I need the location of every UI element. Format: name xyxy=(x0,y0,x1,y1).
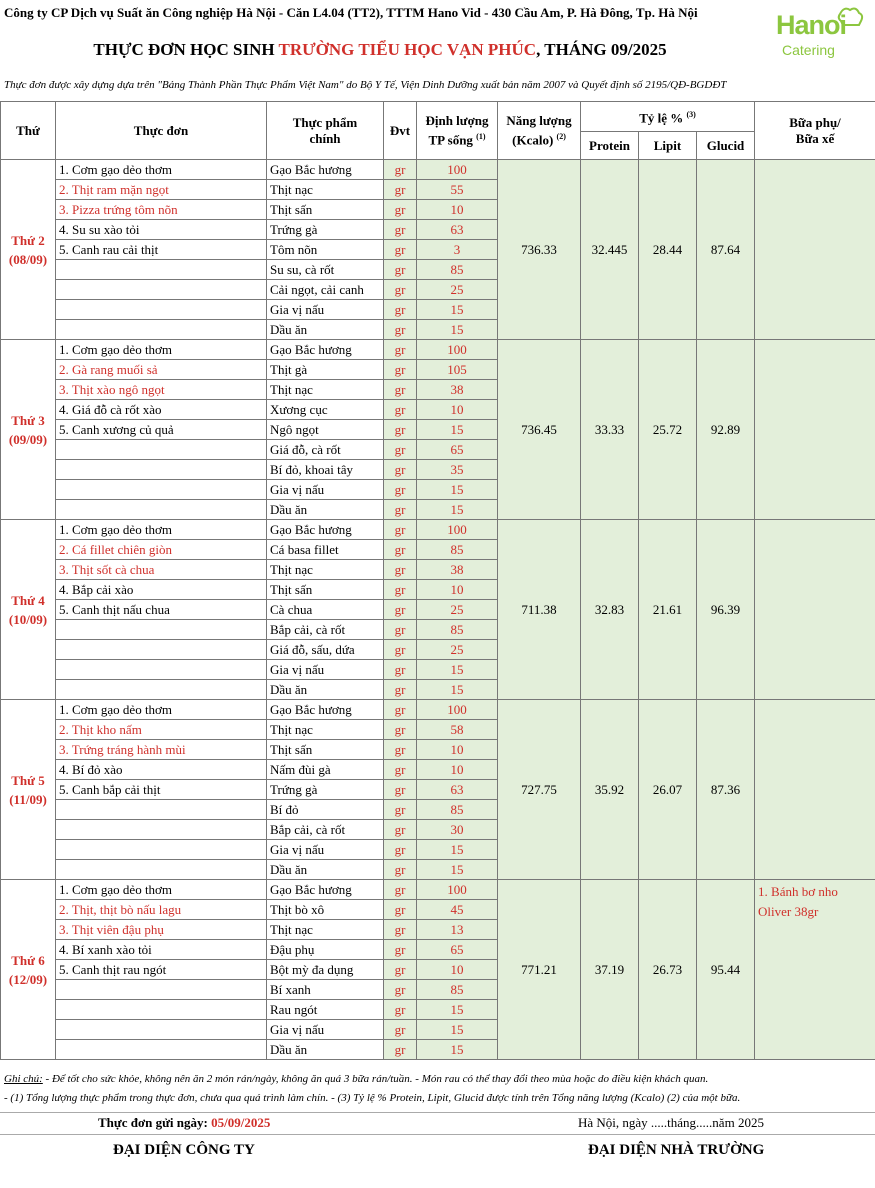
qty-cell: 38 xyxy=(417,380,498,400)
food-cell: Thịt nạc xyxy=(267,920,384,940)
page-header xyxy=(0,0,875,70)
unit-cell: gr xyxy=(384,540,417,560)
day-date: (10/09) xyxy=(8,611,48,627)
dish-cell xyxy=(56,820,267,840)
send-date-label: Thực đơn gửi ngày: xyxy=(98,1115,212,1130)
unit-cell: gr xyxy=(384,440,417,460)
unit-cell: gr xyxy=(384,300,417,320)
table-row xyxy=(1,160,875,180)
food-cell: Thịt sấn xyxy=(267,200,384,220)
dish-cell: 4. Bí đỏ xào xyxy=(56,760,267,780)
food-cell: Cải ngọt, cải canh xyxy=(267,280,384,300)
dish-cell: 5. Canh thịt rau ngót xyxy=(56,960,267,980)
glucid-cell: 96.39 xyxy=(697,520,755,700)
food-cell: Bắp cải, cà rốt xyxy=(267,620,384,640)
unit-cell: gr xyxy=(384,880,417,900)
dish-cell xyxy=(56,440,267,460)
day-name: Thứ 6 xyxy=(11,952,45,968)
unit-cell: gr xyxy=(384,240,417,260)
dish-cell: 5. Canh thịt nấu chua xyxy=(56,600,267,620)
food-cell: Dầu ăn xyxy=(267,1040,384,1060)
col-protein-header: Protein xyxy=(581,132,639,160)
table-row xyxy=(1,520,875,540)
day-cell xyxy=(1,340,56,520)
menu-body xyxy=(1,160,875,1060)
company-representative: ĐẠI DIỆN CÔNG TY xyxy=(113,1142,255,1158)
qty-cell: 15 xyxy=(417,680,498,700)
food-cell: Đậu phụ xyxy=(267,940,384,960)
food-cell: Tôm nõn xyxy=(267,240,384,260)
unit-cell: gr xyxy=(384,460,417,480)
food-cell: Dầu ăn xyxy=(267,500,384,520)
unit-cell: gr xyxy=(384,580,417,600)
col-ratio-header xyxy=(581,102,755,132)
dish-cell: 5. Canh rau cải thịt xyxy=(56,240,267,260)
unit-cell: gr xyxy=(384,660,417,680)
unit-cell: gr xyxy=(384,280,417,300)
note-label: Ghi chú: xyxy=(4,1073,43,1085)
dish-cell: 4. Su su xào tỏi xyxy=(56,220,267,240)
qty-cell: 15 xyxy=(417,320,498,340)
col-lipit-header: Lipit xyxy=(639,132,697,160)
energy-cell: 736.33 xyxy=(498,160,581,340)
hanoi-catering-logo xyxy=(770,4,870,66)
food-cell: Thịt sấn xyxy=(267,580,384,600)
food-cell: Trứng gà xyxy=(267,220,384,240)
food-cell: Thịt gà xyxy=(267,360,384,380)
snack-cell xyxy=(755,520,875,700)
unit-cell: gr xyxy=(384,620,417,640)
unit-cell: gr xyxy=(384,640,417,660)
qty-cell: 15 xyxy=(417,420,498,440)
dish-cell xyxy=(56,280,267,300)
snack-header-line1: Bữa phụ/ xyxy=(789,114,841,130)
unit-cell: gr xyxy=(384,220,417,240)
col-menu-header: Thực đơn xyxy=(56,102,267,160)
page-title xyxy=(0,40,760,60)
day-name: Thứ 5 xyxy=(11,772,45,788)
dish-cell: 1. Cơm gạo dẻo thơm xyxy=(56,340,267,360)
qty-cell: 100 xyxy=(417,700,498,720)
unit-cell: gr xyxy=(384,900,417,920)
send-date-value: 05/09/2025 xyxy=(211,1115,271,1130)
food-cell: Su su, cà rốt xyxy=(267,260,384,280)
qty-cell: 25 xyxy=(417,280,498,300)
glucid-cell: 87.36 xyxy=(697,700,755,880)
unit-cell: gr xyxy=(384,420,417,440)
dish-cell xyxy=(56,1020,267,1040)
menu-table xyxy=(0,101,875,1060)
energy-cell: 771.21 xyxy=(498,880,581,1060)
energy-cell: 736.45 xyxy=(498,340,581,520)
qty-cell: 63 xyxy=(417,220,498,240)
table-row xyxy=(1,340,875,360)
unit-cell: gr xyxy=(384,680,417,700)
qty-cell: 85 xyxy=(417,260,498,280)
qty-cell: 15 xyxy=(417,1040,498,1060)
qty-header-sup: (1) xyxy=(476,131,486,141)
protein-cell: 33.33 xyxy=(581,340,639,520)
food-cell: Cà chua xyxy=(267,600,384,620)
protein-cell: 37.19 xyxy=(581,880,639,1060)
food-cell: Cá basa fillet xyxy=(267,540,384,560)
dish-cell: 2. Thịt ram mặn ngọt xyxy=(56,180,267,200)
food-cell: Dầu ăn xyxy=(267,680,384,700)
snack-cell xyxy=(755,340,875,520)
dish-cell xyxy=(56,460,267,480)
dish-cell: 3. Trứng tráng hành mùi xyxy=(56,740,267,760)
unit-cell: gr xyxy=(384,860,417,880)
food-cell: Gia vị nấu xyxy=(267,660,384,680)
dish-cell xyxy=(56,260,267,280)
qty-cell: 10 xyxy=(417,200,498,220)
ratio-header-label: Tỷ lệ % xyxy=(639,110,684,126)
qty-header-line1: Định lượng xyxy=(425,112,489,128)
food-cell: Thịt nạc xyxy=(267,560,384,580)
lipit-cell: 25.72 xyxy=(639,340,697,520)
dish-cell: 2. Thịt kho nấm xyxy=(56,720,267,740)
col-glucid-header: Glucid xyxy=(697,132,755,160)
dish-cell xyxy=(56,320,267,340)
day-name: Thứ 4 xyxy=(11,592,45,608)
dish-cell: 2. Gà rang muối sả xyxy=(56,360,267,380)
note-line-1 xyxy=(4,1070,740,1089)
note-line-2: - (1) Tổng lượng thực phẩm trong thực đơn, chưa qua quá trình làm chín. - (3) Tỷ lệ % Protein, Lipit, Glucid được tính trên Tổng năng lượng (Kcalo) (2) của một bữa. xyxy=(4,1092,741,1104)
dish-cell: 4. Giá đỗ cà rốt xào xyxy=(56,400,267,420)
dish-cell xyxy=(56,680,267,700)
qty-cell: 100 xyxy=(417,880,498,900)
unit-cell: gr xyxy=(384,720,417,740)
food-cell: Gia vị nấu xyxy=(267,840,384,860)
title-prefix: THỰC ĐƠN HỌC SINH xyxy=(93,40,279,59)
dish-cell xyxy=(56,1000,267,1020)
notes-section xyxy=(4,1070,740,1108)
unit-cell: gr xyxy=(384,1020,417,1040)
food-cell: Gia vị nấu xyxy=(267,480,384,500)
food-cell: Thịt nạc xyxy=(267,720,384,740)
food-cell: Xương cục xyxy=(267,400,384,420)
day-name: Thứ 3 xyxy=(11,412,45,428)
dish-cell: 1. Cơm gạo dẻo thơm xyxy=(56,160,267,180)
food-cell: Giá đỗ, cà rốt xyxy=(267,440,384,460)
title-school: TRƯỜNG TIỂU HỌC VẠN PHÚC xyxy=(278,40,537,59)
dish-cell: 3. Thịt sốt cà chua xyxy=(56,560,267,580)
energy-cell: 727.75 xyxy=(498,700,581,880)
food-cell: Ngô ngọt xyxy=(267,420,384,440)
unit-cell: gr xyxy=(384,340,417,360)
dish-cell: 3. Thịt xào ngô ngọt xyxy=(56,380,267,400)
day-cell xyxy=(1,520,56,700)
qty-cell: 100 xyxy=(417,520,498,540)
unit-cell: gr xyxy=(384,480,417,500)
qty-cell: 15 xyxy=(417,860,498,880)
food-header-line2: chính xyxy=(309,130,341,146)
col-energy-header xyxy=(498,102,581,160)
company-name: Công ty CP Dịch vụ Suất ăn Công nghiệp Hà Nội - Căn L4.04 (TT2), TTTM Hano Vid - 430 Cầu Am, P. Hà Đông, Tp. Hà Nội xyxy=(4,5,698,20)
dish-cell xyxy=(56,840,267,860)
qty-cell: 10 xyxy=(417,760,498,780)
snack-cell xyxy=(755,160,875,340)
qty-cell: 15 xyxy=(417,500,498,520)
unit-cell: gr xyxy=(384,1000,417,1020)
qty-cell: 15 xyxy=(417,1020,498,1040)
qty-cell: 25 xyxy=(417,600,498,620)
unit-cell: gr xyxy=(384,920,417,940)
col-qty-header xyxy=(417,102,498,160)
unit-cell: gr xyxy=(384,740,417,760)
unit-cell: gr xyxy=(384,1040,417,1060)
energy-header-sup: (2) xyxy=(556,131,566,141)
food-cell: Gạo Bắc hương xyxy=(267,880,384,900)
dish-cell xyxy=(56,980,267,1000)
qty-cell: 58 xyxy=(417,720,498,740)
qty-header-line2: TP sống xyxy=(428,132,473,148)
qty-cell: 10 xyxy=(417,400,498,420)
dish-cell xyxy=(56,480,267,500)
qty-cell: 15 xyxy=(417,1000,498,1020)
lipit-cell: 26.73 xyxy=(639,880,697,1060)
energy-header-line1: Năng lượng xyxy=(506,112,572,128)
unit-cell: gr xyxy=(384,520,417,540)
qty-cell: 45 xyxy=(417,900,498,920)
day-date: (11/09) xyxy=(9,791,47,807)
food-cell: Trứng gà xyxy=(267,780,384,800)
day-name: Thứ 2 xyxy=(11,232,45,248)
qty-cell: 63 xyxy=(417,780,498,800)
food-cell: Gia vị nấu xyxy=(267,300,384,320)
qty-cell: 105 xyxy=(417,360,498,380)
food-cell: Bí đỏ xyxy=(267,800,384,820)
qty-cell: 55 xyxy=(417,180,498,200)
qty-cell: 3 xyxy=(417,240,498,260)
unit-cell: gr xyxy=(384,760,417,780)
dish-cell xyxy=(56,640,267,660)
qty-cell: 65 xyxy=(417,440,498,460)
food-cell: Gạo Bắc hương xyxy=(267,340,384,360)
food-cell: Nấm đùi gà xyxy=(267,760,384,780)
qty-cell: 25 xyxy=(417,640,498,660)
dish-cell: 3. Thịt viên đậu phụ xyxy=(56,920,267,940)
unit-cell: gr xyxy=(384,180,417,200)
day-cell xyxy=(1,700,56,880)
dish-cell xyxy=(56,800,267,820)
dish-cell: 1. Cơm gạo dẻo thơm xyxy=(56,520,267,540)
lipit-cell: 28.44 xyxy=(639,160,697,340)
day-cell xyxy=(1,880,56,1060)
qty-cell: 100 xyxy=(417,340,498,360)
qty-cell: 30 xyxy=(417,820,498,840)
unit-cell: gr xyxy=(384,400,417,420)
unit-cell: gr xyxy=(384,360,417,380)
note-text-1: - Để tốt cho sức khỏe, không nên ăn 2 món rán/ngày, không ăn quá 3 bữa rán/tuần. - Món rau có thể thay đổi theo mùa hoặc do điều kiện khách quan. xyxy=(42,1073,709,1085)
menu-source-note: Thực đơn được xây dựng dựa trên "Bảng Thành Phần Thực Phẩm Việt Nam" do Bộ Y Tế, Viện Dinh Dưỡng xuất bản năm 2007 và Quyết định số 2195/QĐ-BGDĐT xyxy=(4,79,727,91)
dish-cell xyxy=(56,620,267,640)
footer-divider-2 xyxy=(0,1134,875,1135)
food-cell: Bí xanh xyxy=(267,980,384,1000)
dish-cell xyxy=(56,300,267,320)
qty-cell: 85 xyxy=(417,800,498,820)
unit-cell: gr xyxy=(384,200,417,220)
food-cell: Thịt bò xô xyxy=(267,900,384,920)
unit-cell: gr xyxy=(384,940,417,960)
glucid-cell: 92.89 xyxy=(697,340,755,520)
unit-cell: gr xyxy=(384,500,417,520)
protein-cell: 32.83 xyxy=(581,520,639,700)
dish-cell: 1. Cơm gạo dẻo thơm xyxy=(56,700,267,720)
qty-cell: 10 xyxy=(417,960,498,980)
energy-cell: 711.38 xyxy=(498,520,581,700)
unit-cell: gr xyxy=(384,560,417,580)
table-row xyxy=(1,700,875,720)
dish-cell: 2. Thịt, thịt bò nấu lagu xyxy=(56,900,267,920)
dish-cell xyxy=(56,500,267,520)
unit-cell: gr xyxy=(384,960,417,980)
title-suffix: , THÁNG 09/2025 xyxy=(536,40,667,59)
day-date: (12/09) xyxy=(8,971,48,987)
unit-cell: gr xyxy=(384,780,417,800)
dish-cell: 1. Cơm gạo dẻo thơm xyxy=(56,880,267,900)
food-cell: Bắp cải, cà rốt xyxy=(267,820,384,840)
lipit-cell: 21.61 xyxy=(639,520,697,700)
food-cell: Bột mỳ đa dụng xyxy=(267,960,384,980)
day-date: (08/09) xyxy=(8,251,48,267)
protein-cell: 35.92 xyxy=(581,700,639,880)
food-cell: Rau ngót xyxy=(267,1000,384,1020)
qty-cell: 85 xyxy=(417,980,498,1000)
ratio-header-sup: (3) xyxy=(686,109,696,119)
food-cell: Dầu ăn xyxy=(267,320,384,340)
unit-cell: gr xyxy=(384,320,417,340)
dish-cell: 2. Cá fillet chiên giòn xyxy=(56,540,267,560)
send-date-line xyxy=(98,1112,270,1134)
snack-cell xyxy=(755,700,875,880)
day-date: (09/09) xyxy=(8,431,48,447)
col-food-header xyxy=(267,102,384,160)
food-cell: Thịt nạc xyxy=(267,380,384,400)
dish-cell xyxy=(56,1040,267,1060)
glucid-cell: 95.44 xyxy=(697,880,755,1060)
unit-cell: gr xyxy=(384,380,417,400)
qty-cell: 15 xyxy=(417,300,498,320)
qty-cell: 85 xyxy=(417,620,498,640)
qty-cell: 35 xyxy=(417,460,498,480)
day-cell xyxy=(1,160,56,340)
energy-header-line2: (Kcalo) xyxy=(512,132,554,148)
place-date-line: Hà Nội, ngày .....tháng.....năm 2025 xyxy=(578,1115,764,1130)
food-cell: Dầu ăn xyxy=(267,860,384,880)
logo-text-main: Hanoi xyxy=(776,10,847,40)
unit-cell: gr xyxy=(384,800,417,820)
dish-cell: 4. Bắp cải xào xyxy=(56,580,267,600)
unit-cell: gr xyxy=(384,260,417,280)
lipit-cell: 26.07 xyxy=(639,700,697,880)
food-header-line1: Thực phẩm xyxy=(292,114,358,130)
col-day-header: Thứ xyxy=(1,102,56,160)
qty-cell: 13 xyxy=(417,920,498,940)
dish-cell: 5. Canh bắp cải thịt xyxy=(56,780,267,800)
qty-cell: 15 xyxy=(417,840,498,860)
food-cell: Thịt nạc xyxy=(267,180,384,200)
qty-cell: 15 xyxy=(417,480,498,500)
qty-cell: 85 xyxy=(417,540,498,560)
food-cell: Giá đỗ, sấu, dứa xyxy=(267,640,384,660)
snack-cell: 1. Bánh bơ nho Oliver 38gr xyxy=(755,880,875,1060)
food-cell: Bí đỏ, khoai tây xyxy=(267,460,384,480)
qty-cell: 100 xyxy=(417,160,498,180)
table-row xyxy=(1,880,875,900)
dish-cell xyxy=(56,860,267,880)
school-representative: ĐẠI DIỆN NHÀ TRƯỜNG xyxy=(588,1142,765,1158)
unit-cell: gr xyxy=(384,820,417,840)
qty-cell: 10 xyxy=(417,580,498,600)
qty-cell: 15 xyxy=(417,660,498,680)
col-unit-header: Đvt xyxy=(384,102,417,160)
qty-cell: 38 xyxy=(417,560,498,580)
dish-cell xyxy=(56,660,267,680)
dish-cell: 3. Pizza trứng tôm nõn xyxy=(56,200,267,220)
food-cell: Gia vị nấu xyxy=(267,1020,384,1040)
unit-cell: gr xyxy=(384,600,417,620)
col-snack-header xyxy=(755,102,875,160)
protein-cell: 32.445 xyxy=(581,160,639,340)
unit-cell: gr xyxy=(384,980,417,1000)
glucid-cell: 87.64 xyxy=(697,160,755,340)
unit-cell: gr xyxy=(384,840,417,860)
food-cell: Thịt sấn xyxy=(267,740,384,760)
dish-cell: 4. Bí xanh xào tỏi xyxy=(56,940,267,960)
dish-cell: 5. Canh xương củ quả xyxy=(56,420,267,440)
unit-cell: gr xyxy=(384,160,417,180)
logo-text-sub: Catering xyxy=(782,42,835,58)
food-cell: Gạo Bắc hương xyxy=(267,520,384,540)
snack-header-line2: Bữa xế xyxy=(795,130,835,146)
qty-cell: 10 xyxy=(417,740,498,760)
food-cell: Gạo Bắc hương xyxy=(267,160,384,180)
food-cell: Gạo Bắc hương xyxy=(267,700,384,720)
qty-cell: 65 xyxy=(417,940,498,960)
unit-cell: gr xyxy=(384,700,417,720)
